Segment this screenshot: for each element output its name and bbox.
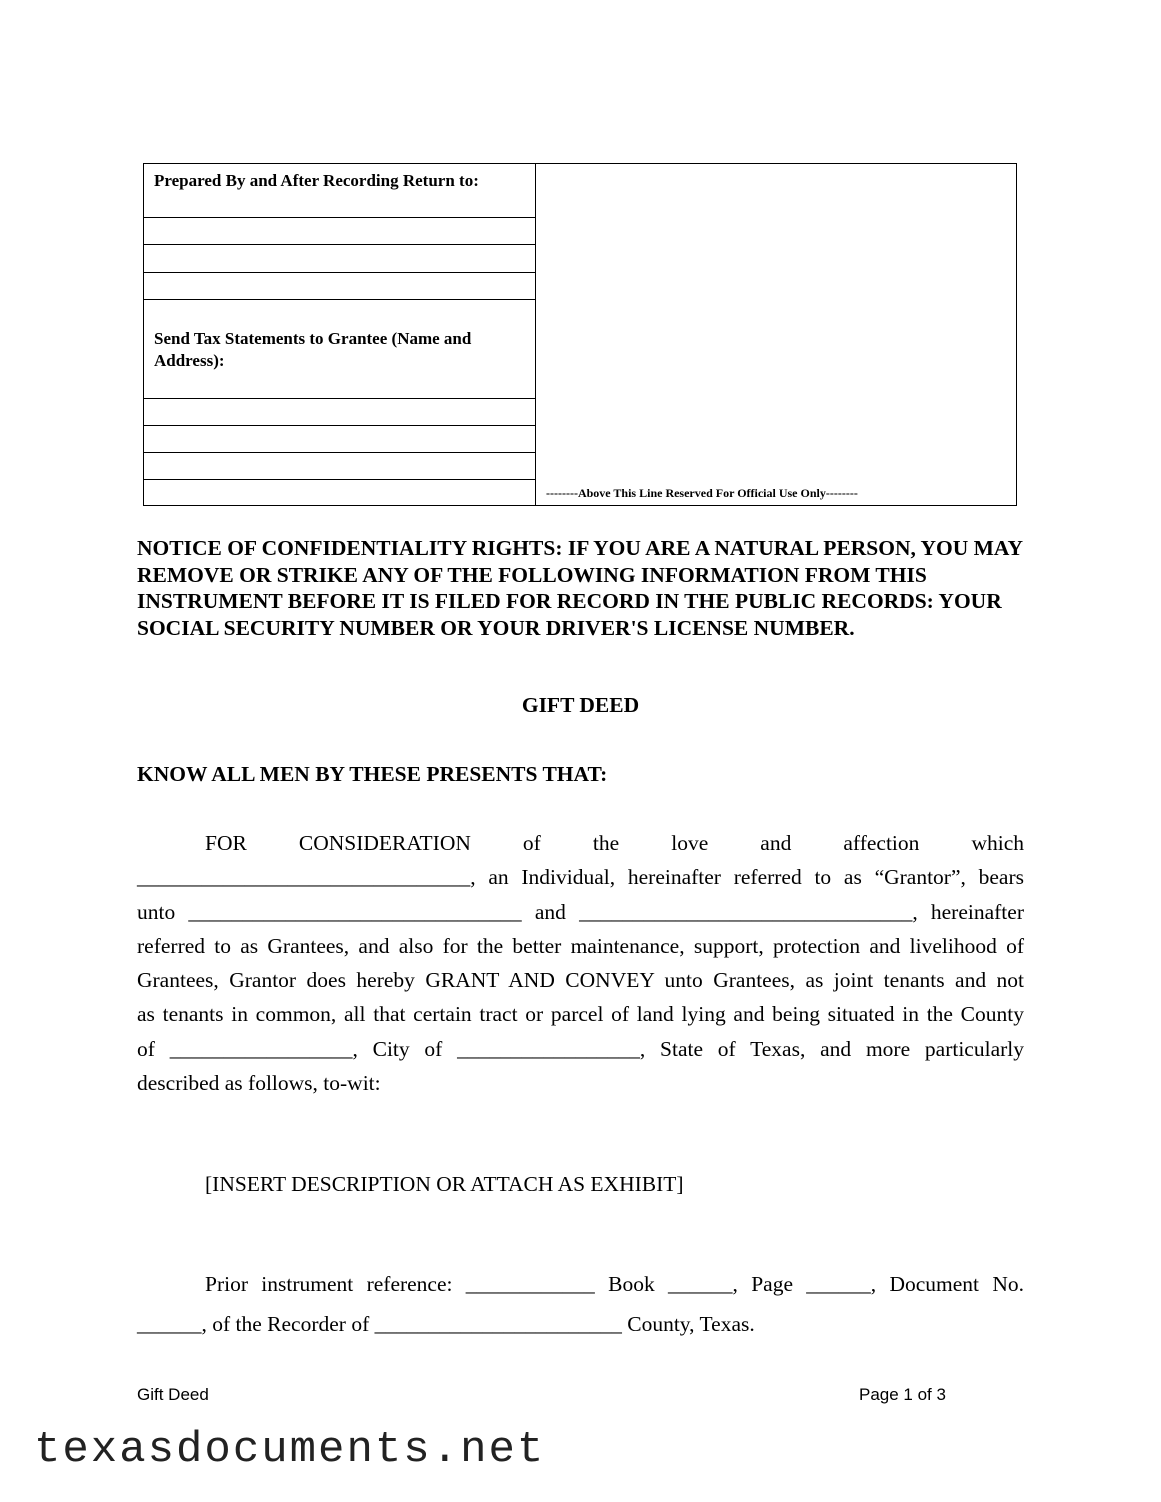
body-line: referred to as Grantees, and also for the better maintenance, support, protection and livelihood of [137,933,1024,958]
know-all-heading: KNOW ALL MEN BY THESE PRESENTS THAT: [137,762,608,786]
insert-description-placeholder: [INSERT DESCRIPTION OR ATTACH AS EXHIBIT] [205,1172,684,1196]
recording-header-box [143,163,1017,506]
send-tax-cell [144,300,535,399]
grantee-address-line-1[interactable] [144,399,535,426]
return-address-line-1[interactable] [144,218,535,245]
body-line: _______________________________, an Individual, hereinafter referred to as “Grantor”, bears [137,865,1024,890]
site-watermark: texasdocuments.net [34,1425,546,1475]
body-line: Grantees, Grantor does hereby GRANT AND CONVEY unto Grantees, as joint tenants and not [137,968,1024,993]
grantee-address-line-3[interactable] [144,453,535,480]
body-line: FOR CONSIDERATION of the love and affection which [205,831,1024,855]
prepared-by-label: Prepared By and After Recording Return to: [154,171,479,190]
return-to-column [144,164,536,505]
official-use-label: --------Above This Line Reserved For Official Use Only-------- [546,486,858,500]
return-address-line-3[interactable] [144,273,535,300]
prior-instrument-paragraph [137,1264,1024,1344]
grantee-address-line-4[interactable] [144,480,535,507]
return-address-line-2[interactable] [144,245,535,273]
body-line: unto _______________________________ and _______________________________, hereinafter [137,899,1024,924]
prepared-by-cell [144,164,535,218]
consideration-paragraph [137,826,1024,1100]
footer-page-number: Page 1 of 3 [859,1385,946,1404]
body-line: described as follows, to-wit: [137,1071,381,1096]
send-tax-label: Send Tax Statements to Grantee (Name and Address): [154,329,472,370]
document-title: GIFT DEED [521,693,640,717]
grantee-address-line-2[interactable] [144,426,535,453]
body-line: of _________________, City of _________________, State of Texas, and more particularly [137,1036,1024,1061]
prior-line: Prior instrument reference: ____________ Book ______, Page ______, Document No. [205,1272,1024,1296]
prior-line: ______, of the Recorder of _______________________ County, Texas. [137,1312,755,1336]
confidentiality-notice: NOTICE OF CONFIDENTIALITY RIGHTS: IF YOU ARE A NATURAL PERSON, YOU MAY REMOVE OR STRIKE ANY OF THE FOLLOWING INFORMATION FROM THIS INSTRUMENT BEFORE IT IS FILED FOR RECORD IN THE PUBLIC RECORDS: YOUR SOCIAL SECURITY NUMBER OR YOUR DRIVER'S LICENSE NUMBER. [137,536,1023,640]
body-line: as tenants in common, all that certain tract or parcel of land lying and being situated in the County [137,1002,1024,1027]
footer-document-name: Gift Deed [137,1385,209,1404]
